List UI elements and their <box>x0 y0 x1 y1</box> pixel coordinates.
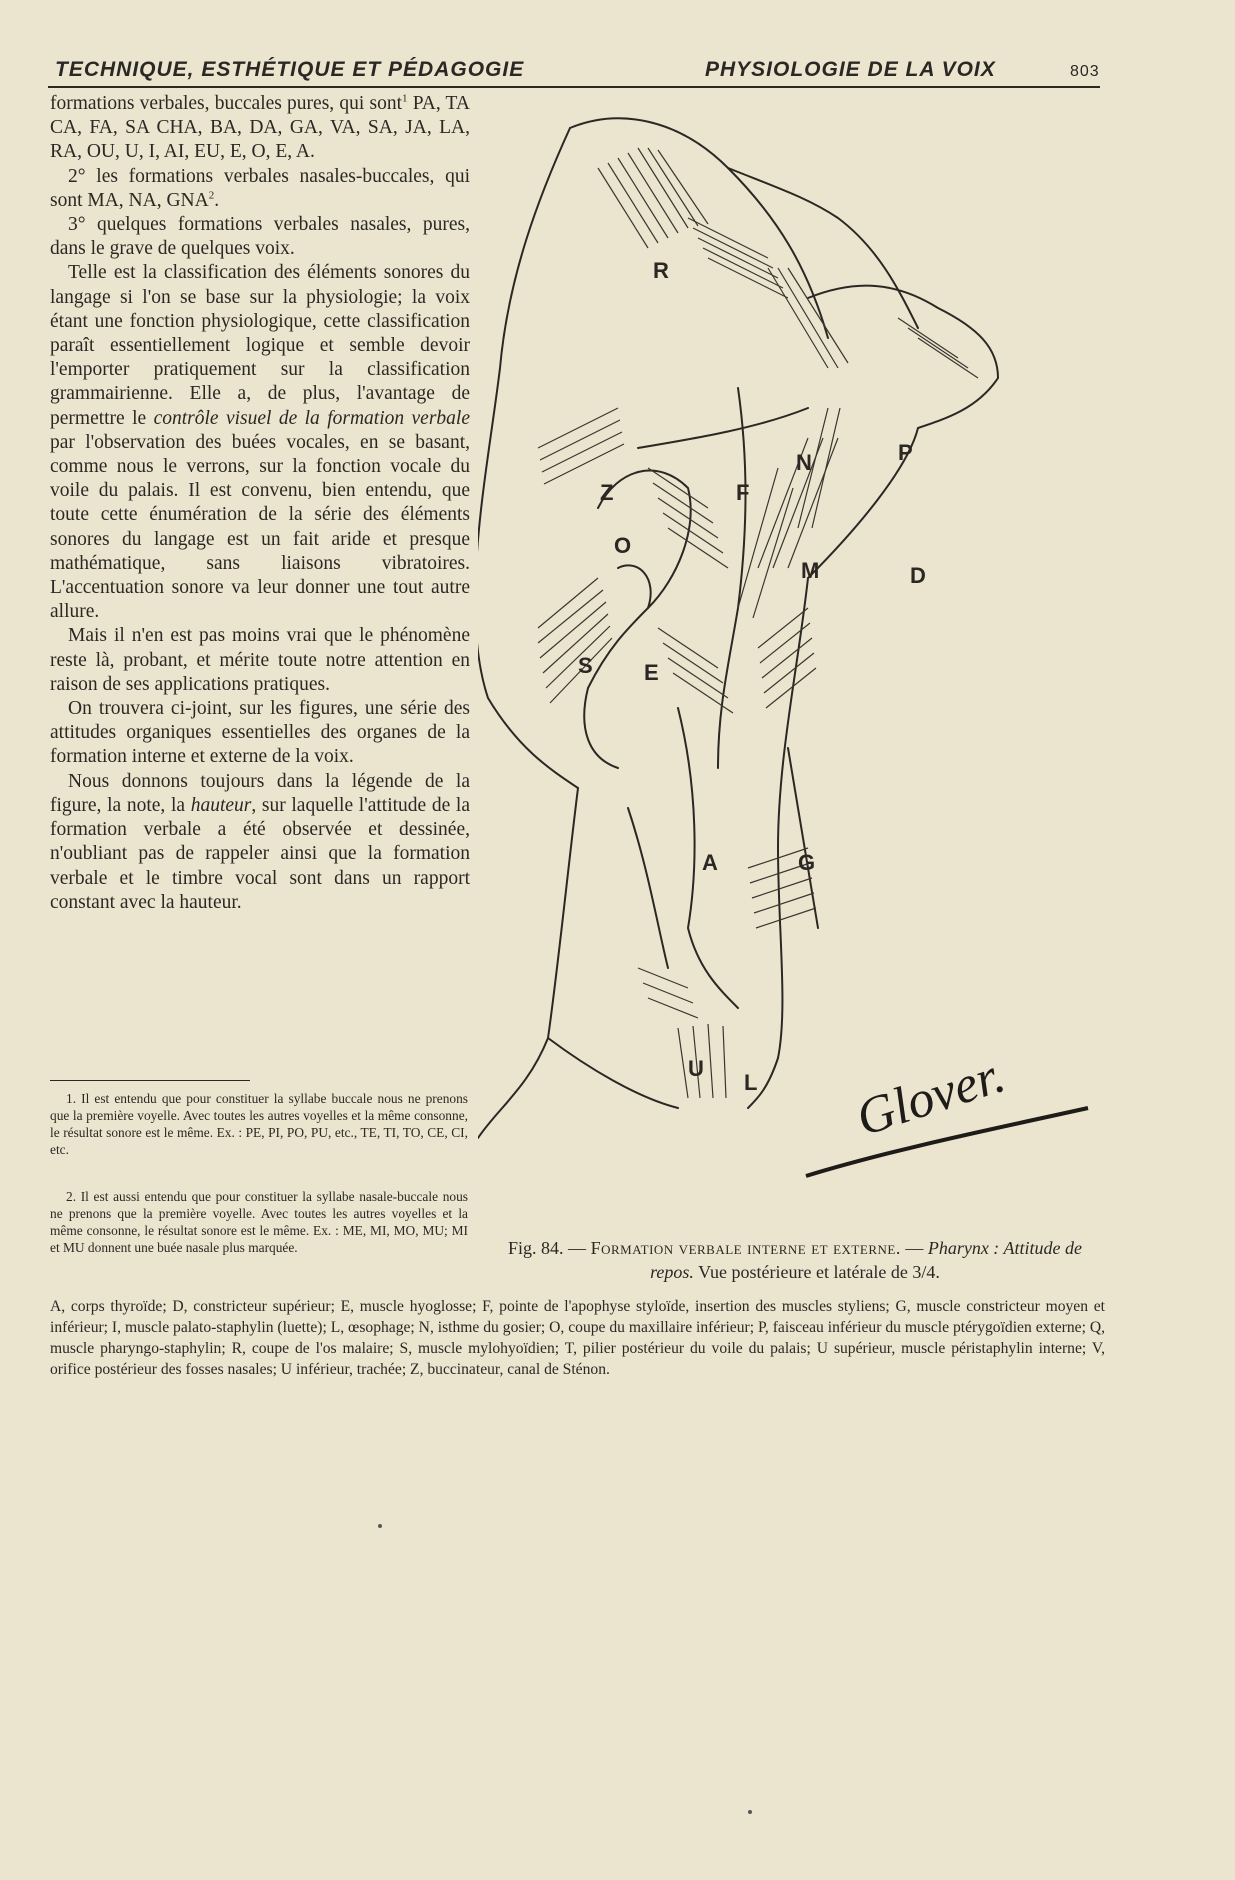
label-d: D <box>910 563 926 588</box>
ink-speck <box>748 1810 752 1814</box>
body-text-column <box>50 92 470 915</box>
paragraph-3: 3° quelques formations verbales nasales, pures, dans le grave de quelques voix. <box>50 214 470 260</box>
footnote-rule <box>50 1080 250 1081</box>
label-s: S <box>578 653 593 678</box>
label-z: Z <box>600 480 614 505</box>
label-a: A <box>702 850 718 875</box>
label-u: U <box>688 1056 704 1081</box>
figure-legend: A, corps thyroïde; D, constricteur supérieur; E, muscle hyoglosse; F, pointe de l'apophyse styloïde, insertion des muscles styliens; G, muscle constricteur moyen et inférieur; I, muscle palato-staphylin (luette); L, œsophage; N, isthme du gosier; O, coupe du maxillaire inférieur; P, faisceau inférieur du muscle ptérygoïdien externe; Q, muscle pharyngo-staphylin; R, coupe de l'os malaire; S, muscle mylohyoïdien; T, pilier postérieur du voile du palais; U supérieur, muscle péristaphylin interne; V, orifice postérieur des fosses nasales; U inférieur, trachée; Z, buccinateur, canal de Sténon. <box>50 1298 1105 1378</box>
paragraph-6: On trouvera ci-joint, sur les figures, une série des attitudes organiques essentielles des organes de la formation interne et externe de la voix. <box>50 698 470 768</box>
header-rule <box>48 86 1100 88</box>
page-number: 803 <box>1070 63 1100 80</box>
running-head-left: TECHNIQUE, ESTHÉTIQUE ET PÉDAGOGIE <box>55 58 525 81</box>
label-m: M <box>801 558 820 583</box>
label-g: G <box>798 850 816 875</box>
ink-speck <box>378 1524 382 1528</box>
label-f: F <box>736 480 750 505</box>
paragraph-2: 2° les formations verbales nasales-buccales, qui sont MA, NA, GNA$^2$. <box>50 165 470 211</box>
label-l: L <box>744 1070 758 1095</box>
artist-signature: Glover. <box>849 1046 1012 1148</box>
footnote-2: 2. Il est aussi entendu que pour constituer la syllabe nasale-buccale nous ne prenons que la première voyelle. Avec toutes les autres voyelles et la même consonne, le résultat sonore est le même. Ex. : ME, MI, MO, MU; MI et MU donnent une buée nasale plus marquée. <box>50 1189 468 1255</box>
paragraph-7: Nous donnons toujours dans la légende de la figure, la note, la hauteur, sur laquelle l'attitude de la formation verbale a été observée et dessinée, n'oubliant pas de rappeler ainsi que la formation verbale et le timbre vocal sont dans un rapport constant avec la hauteur. <box>50 770 470 913</box>
label-p: P <box>898 440 913 465</box>
paragraph-4: Telle est la classification des éléments sonores du langage si l'on se base sur la physiologie; la voix étant une fonction physiologique, cette classification paraît essentiellement logique et semble devoir l'emporter pratiquement sur la classification grammairienne. Elle a, de plus, l'avantage de permettre le contrôle visuel de la formation verbale par l'observation des buées vocales, en se basant, comme nous le verrons, sur la fonction vocale du voile du palais. Il est convenu, bien entendu, que toute cette énumération de la série des éléments sonores du langage est un fait aride et presque mathématique, sans liaisons vibratoires. L'accentuation sonore va leur donner une tout autre allure. <box>50 262 471 623</box>
footnote-1: 1. Il est entendu que pour constituer la syllabe buccale nous ne prenons que la première voyelle. Avec toutes les autres voyelles et la même consonne, le résultat sonore est le même. Ex. : PE, PI, PO, PU, etc., TE, TI, TO, CE, CI, etc. <box>50 1091 468 1157</box>
paragraph-5: Mais il n'en est pas moins vrai que le phénomène reste là, probant, et mérite toute notre attention en raison de ses applications pratiques. <box>50 625 470 695</box>
label-r: R <box>653 258 669 283</box>
label-e: E <box>644 660 659 685</box>
running-head-right: PHYSIOLOGIE DE LA VOIX <box>705 58 996 81</box>
paragraph-1: formations verbales, buccales pures, qui sont$^1$ PA, TA CA, FA, SA CHA, BA, DA, GA, VA, SA, JA, LA, RA, OU, U, I, AI, EU, E, O, E, A. <box>50 92 470 163</box>
label-o: O <box>614 533 632 558</box>
pharynx-outline <box>478 128 578 1138</box>
label-n: N <box>796 450 812 475</box>
pharynx-illustration <box>478 108 1108 1228</box>
figure-caption: Fig. 84. — Formation verbale interne et externe. — Pharynx : Attitude de repos. Vue postérieure et latérale de 3/4. <box>508 1238 1082 1282</box>
